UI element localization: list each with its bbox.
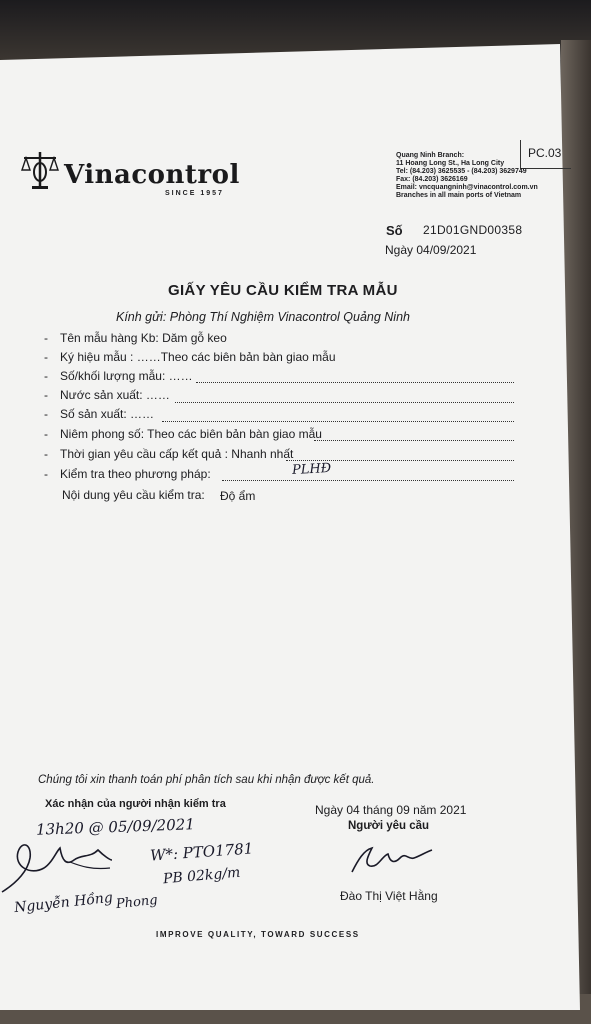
document-title: GIẤY YÊU CẦU KIỂM TRA MẪU bbox=[168, 282, 398, 299]
field-label: Kiểm tra theo phương pháp: bbox=[60, 467, 211, 481]
signing-date: Ngày 04 tháng 09 năm 2021 bbox=[315, 803, 467, 817]
field-label: Niêm phong số: Theo các biên bản bàn giao mẫu bbox=[60, 427, 322, 441]
receiver-name-handwritten: Nguyễn Hồng bbox=[13, 889, 114, 917]
so-number: 21D01GND00358 bbox=[423, 223, 523, 237]
weight-handwritten: PB 02kg/m bbox=[162, 864, 241, 888]
dotted-line bbox=[196, 382, 514, 383]
branch-tel: Tel: (84.203) 3625535 - (84.203) 3629749 bbox=[396, 168, 527, 175]
field-row: - Ký hiệu mẫu : ……Theo các biên bản bàn giao mẫu bbox=[44, 350, 336, 364]
branch-fax: Fax: (84.203) 3626169 bbox=[396, 176, 468, 183]
branch-ports: Branches in all main ports of Vietnam bbox=[396, 192, 522, 199]
request-content-value: Độ ẩm bbox=[220, 489, 256, 503]
company-logo-text: Vinacontrol bbox=[64, 160, 240, 190]
field-label: Tên mẫu hàng Kb: Dăm gỗ keo bbox=[60, 331, 227, 345]
method-handwritten: PLHĐ bbox=[291, 460, 332, 479]
requester-signature bbox=[348, 838, 438, 878]
field-label: Số sản xuất: …… bbox=[60, 407, 155, 421]
branch-address: 11 Hoang Long St., Ha Long City bbox=[396, 160, 505, 167]
field-row: - Số/khối lượng mẫu: …… bbox=[44, 369, 193, 383]
payment-note: Chúng tôi xin thanh toán phí phân tích sau khi nhận được kết quả. bbox=[38, 774, 375, 786]
field-label: Nước sản xuất: …… bbox=[60, 388, 170, 402]
issue-date: Ngày 04/09/2021 bbox=[385, 243, 477, 257]
dotted-line bbox=[222, 480, 514, 481]
receiver-name-handwritten-2: Phong bbox=[115, 892, 159, 913]
receiver-signature bbox=[0, 830, 150, 900]
request-content-label: Nội dung yêu cầu kiểm tra: bbox=[62, 488, 205, 502]
company-since: SINCE 1957 bbox=[165, 190, 224, 197]
company-slogan: IMPROVE QUALITY, TOWARD SUCCESS bbox=[156, 930, 360, 939]
requester-label: Người yêu cầu bbox=[348, 820, 430, 832]
field-row: - Niêm phong số: Theo các biên bản bàn giao mẫu bbox=[44, 427, 322, 441]
field-label: Số/khối lượng mẫu: …… bbox=[60, 369, 193, 383]
field-row: - Tên mẫu hàng Kb: Dăm gỗ keo bbox=[44, 331, 227, 345]
field-label: Ký hiệu mẫu : ……Theo các biên bản bàn giao mẫu bbox=[60, 350, 336, 364]
receiver-confirmation-label: Xác nhận của người nhận kiểm tra bbox=[45, 798, 226, 810]
requester-name: Đào Thị Việt Hằng bbox=[340, 889, 438, 903]
dotted-line bbox=[175, 402, 514, 403]
branch-name: Quang Ninh Branch: bbox=[396, 152, 465, 159]
received-time-handwritten: 13h20 @ 05/09/2021 bbox=[35, 815, 196, 839]
field-row: - Số sản xuất: …… bbox=[44, 407, 155, 421]
field-label: Thời gian yêu cầu cấp kết quả : Nhanh nhất bbox=[60, 447, 294, 461]
field-row: - Kiểm tra theo phương pháp: bbox=[44, 467, 211, 481]
recipient-line: Kính gửi: Phòng Thí Nghiệm Vinacontrol Quảng Ninh bbox=[116, 310, 410, 324]
dotted-line bbox=[162, 421, 514, 422]
so-label: Số bbox=[386, 223, 403, 238]
sample-code-handwritten: W*: PTO1781 bbox=[149, 839, 254, 865]
dotted-line bbox=[314, 440, 514, 441]
branch-email: Email: vncquangninh@vinacontrol.com.vn bbox=[396, 184, 538, 191]
branch-info bbox=[396, 152, 538, 200]
form-code: PC.03 bbox=[528, 146, 562, 160]
field-row: - Thời gian yêu cầu cấp kết quả : Nhanh nhất bbox=[44, 447, 294, 461]
scales-logo-icon bbox=[20, 112, 60, 194]
field-row: - Nước sản xuất: …… bbox=[44, 388, 170, 402]
